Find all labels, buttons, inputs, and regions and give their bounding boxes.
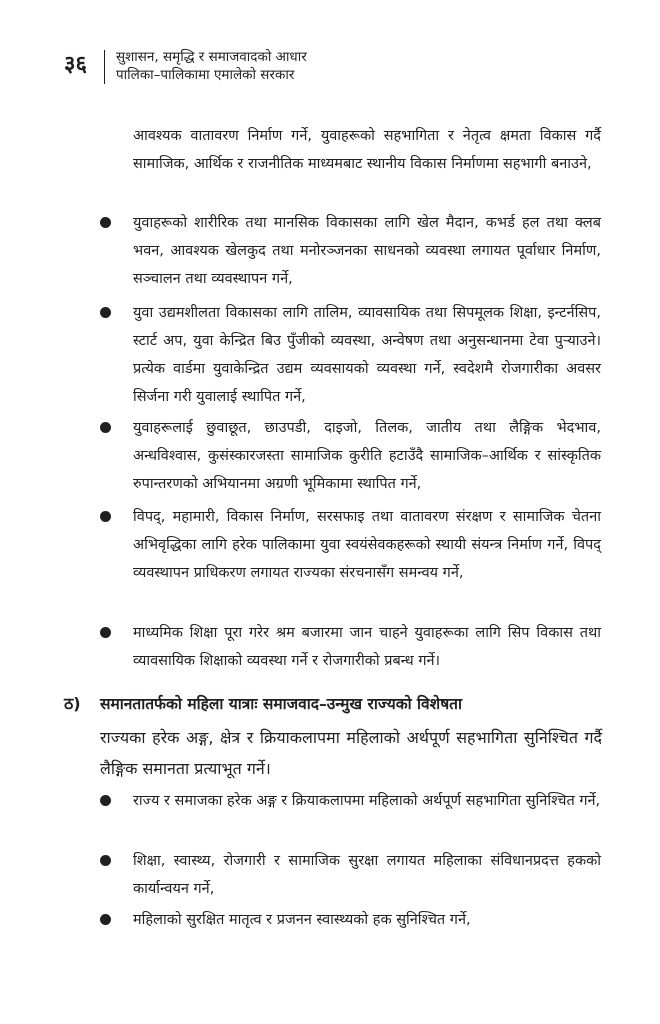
bullet-icon — [100, 795, 111, 806]
list-item-text: महिलाको सुरक्षित मातृत्व र प्रजनन स्वास्थ्यको हक सुनिश्चित गर्ने, — [133, 912, 471, 928]
running-title-line-1: सुशासन, समृद्धि र समाजवादको आधार — [116, 49, 307, 65]
bullet-icon — [100, 511, 111, 522]
section-marker: ठ) — [64, 694, 81, 713]
header-divider — [104, 50, 105, 84]
list-item-text: शिक्षा, स्वास्थ्य, रोजगारी र सामाजिक सुरक्षा लगायत महिलाका संविधानप्रदत्त हकको कार्यान्वयन गर्ने, — [133, 853, 601, 897]
bullet-icon — [100, 627, 111, 638]
continued-paragraph: आवश्यक वातावरण निर्माण गर्ने, युवाहरूको सहभागिता र नेतृत्व क्षमता विकास गर्दै सामाजिक, आर्थिक र राजनीतिक माध्यमबाट स्थानीय विकास निर्माणमा सहभागी बनाउने, — [133, 128, 601, 172]
section-heading: समानतातर्फको महिला यात्राः समाजवाद–उन्मुख राज्यको विशेषता — [100, 695, 462, 713]
list-item-text: राज्य र समाजका हरेक अङ्ग र क्रियाकलापमा महिलाको अर्थपूर्ण सहभागिता सुनिश्चित गर्ने, — [133, 793, 601, 809]
bullet-icon — [100, 855, 111, 866]
list-item-text: युवाहरूलाई छुवाछूत, छाउपडी, दाइजो, तिलक, जातीय तथा लैङ्गिक भेदभाव, अन्धविश्वास, कुसंस्कारजस्ता सामाजिक कुरीति हटाउँदै सामाजिक–आर्थिक र सांस्कृतिक रुपान्तरणको अभियानमा अग्रणी भूमिकामा स्थापित गर्ने, — [133, 420, 601, 492]
section-intro: राज्यका हरेक अङ्ग, क्षेत्र र क्रियाकलापमा महिलाको अर्थपूर्ण सहभागिता सुनिश्चित गर्दै लैङ्गिक समानता प्रत्याभूत गर्ने। — [100, 728, 602, 778]
list-item-text: माध्यमिक शिक्षा पूरा गरेर श्रम बजारमा जान चाहने युवाहरूका लागि सिप विकास तथा व्यावसायिक शिक्षाको व्यवस्था गर्ने र रोजगारीको प्रबन्ध गर्ने। — [133, 625, 601, 669]
list-item-text: युवा उद्यमशीलता विकासका लागि तालिम, व्यावसायिक तथा सिपमूलक शिक्षा, इन्टर्नसिप, स्टार्ट अप, युवा केन्द्रित बिउ पुँजीको व्यवस्था, अन्वेषण तथा अनुसन्धानमा टेवा पुऱ्याउने। प्रत्येक वार्डमा युवाकेन्द्रित उद्यम व्यवसायको व्यवस्था गर्ने, स्वदेशमै रोजगारीका अवसर सिर्जना गरी युवालाई स्थापित गर्ने, — [133, 305, 601, 405]
bullet-icon — [100, 914, 111, 925]
bullet-icon — [100, 217, 111, 228]
list-item-text: युवाहरूको शारीरिक तथा मानसिक विकासका लागि खेल मैदान, कभर्ड हल तथा क्लब भवन, आवश्यक खेलकुद तथा मनोरञ्जनका साधनको व्यवस्था लगायत पूर्वाधार निर्माण, सञ्चालन तथा व्यवस्थापन गर्ने, — [133, 215, 601, 287]
page-number: ३६ — [64, 52, 87, 77]
bullet-icon — [100, 422, 111, 433]
running-title — [116, 48, 307, 84]
bullet-icon — [100, 307, 111, 318]
list-item-text: विपद्, महामारी, विकास निर्माण, सरसफाइ तथा वातावरण संरक्षण र सामाजिक चेतना अभिवृद्धिका लागि हरेक पालिकामा युवा स्वयंसेवकहरूको स्थायी संयन्त्र निर्माण गर्ने, विपद् व्यवस्थापन प्राधिकरण लगायत राज्यका संरचनासँग समन्वय गर्ने, — [133, 509, 601, 581]
running-title-line-2: पालिका–पालिकामा एमालेको सरकार — [116, 67, 295, 83]
